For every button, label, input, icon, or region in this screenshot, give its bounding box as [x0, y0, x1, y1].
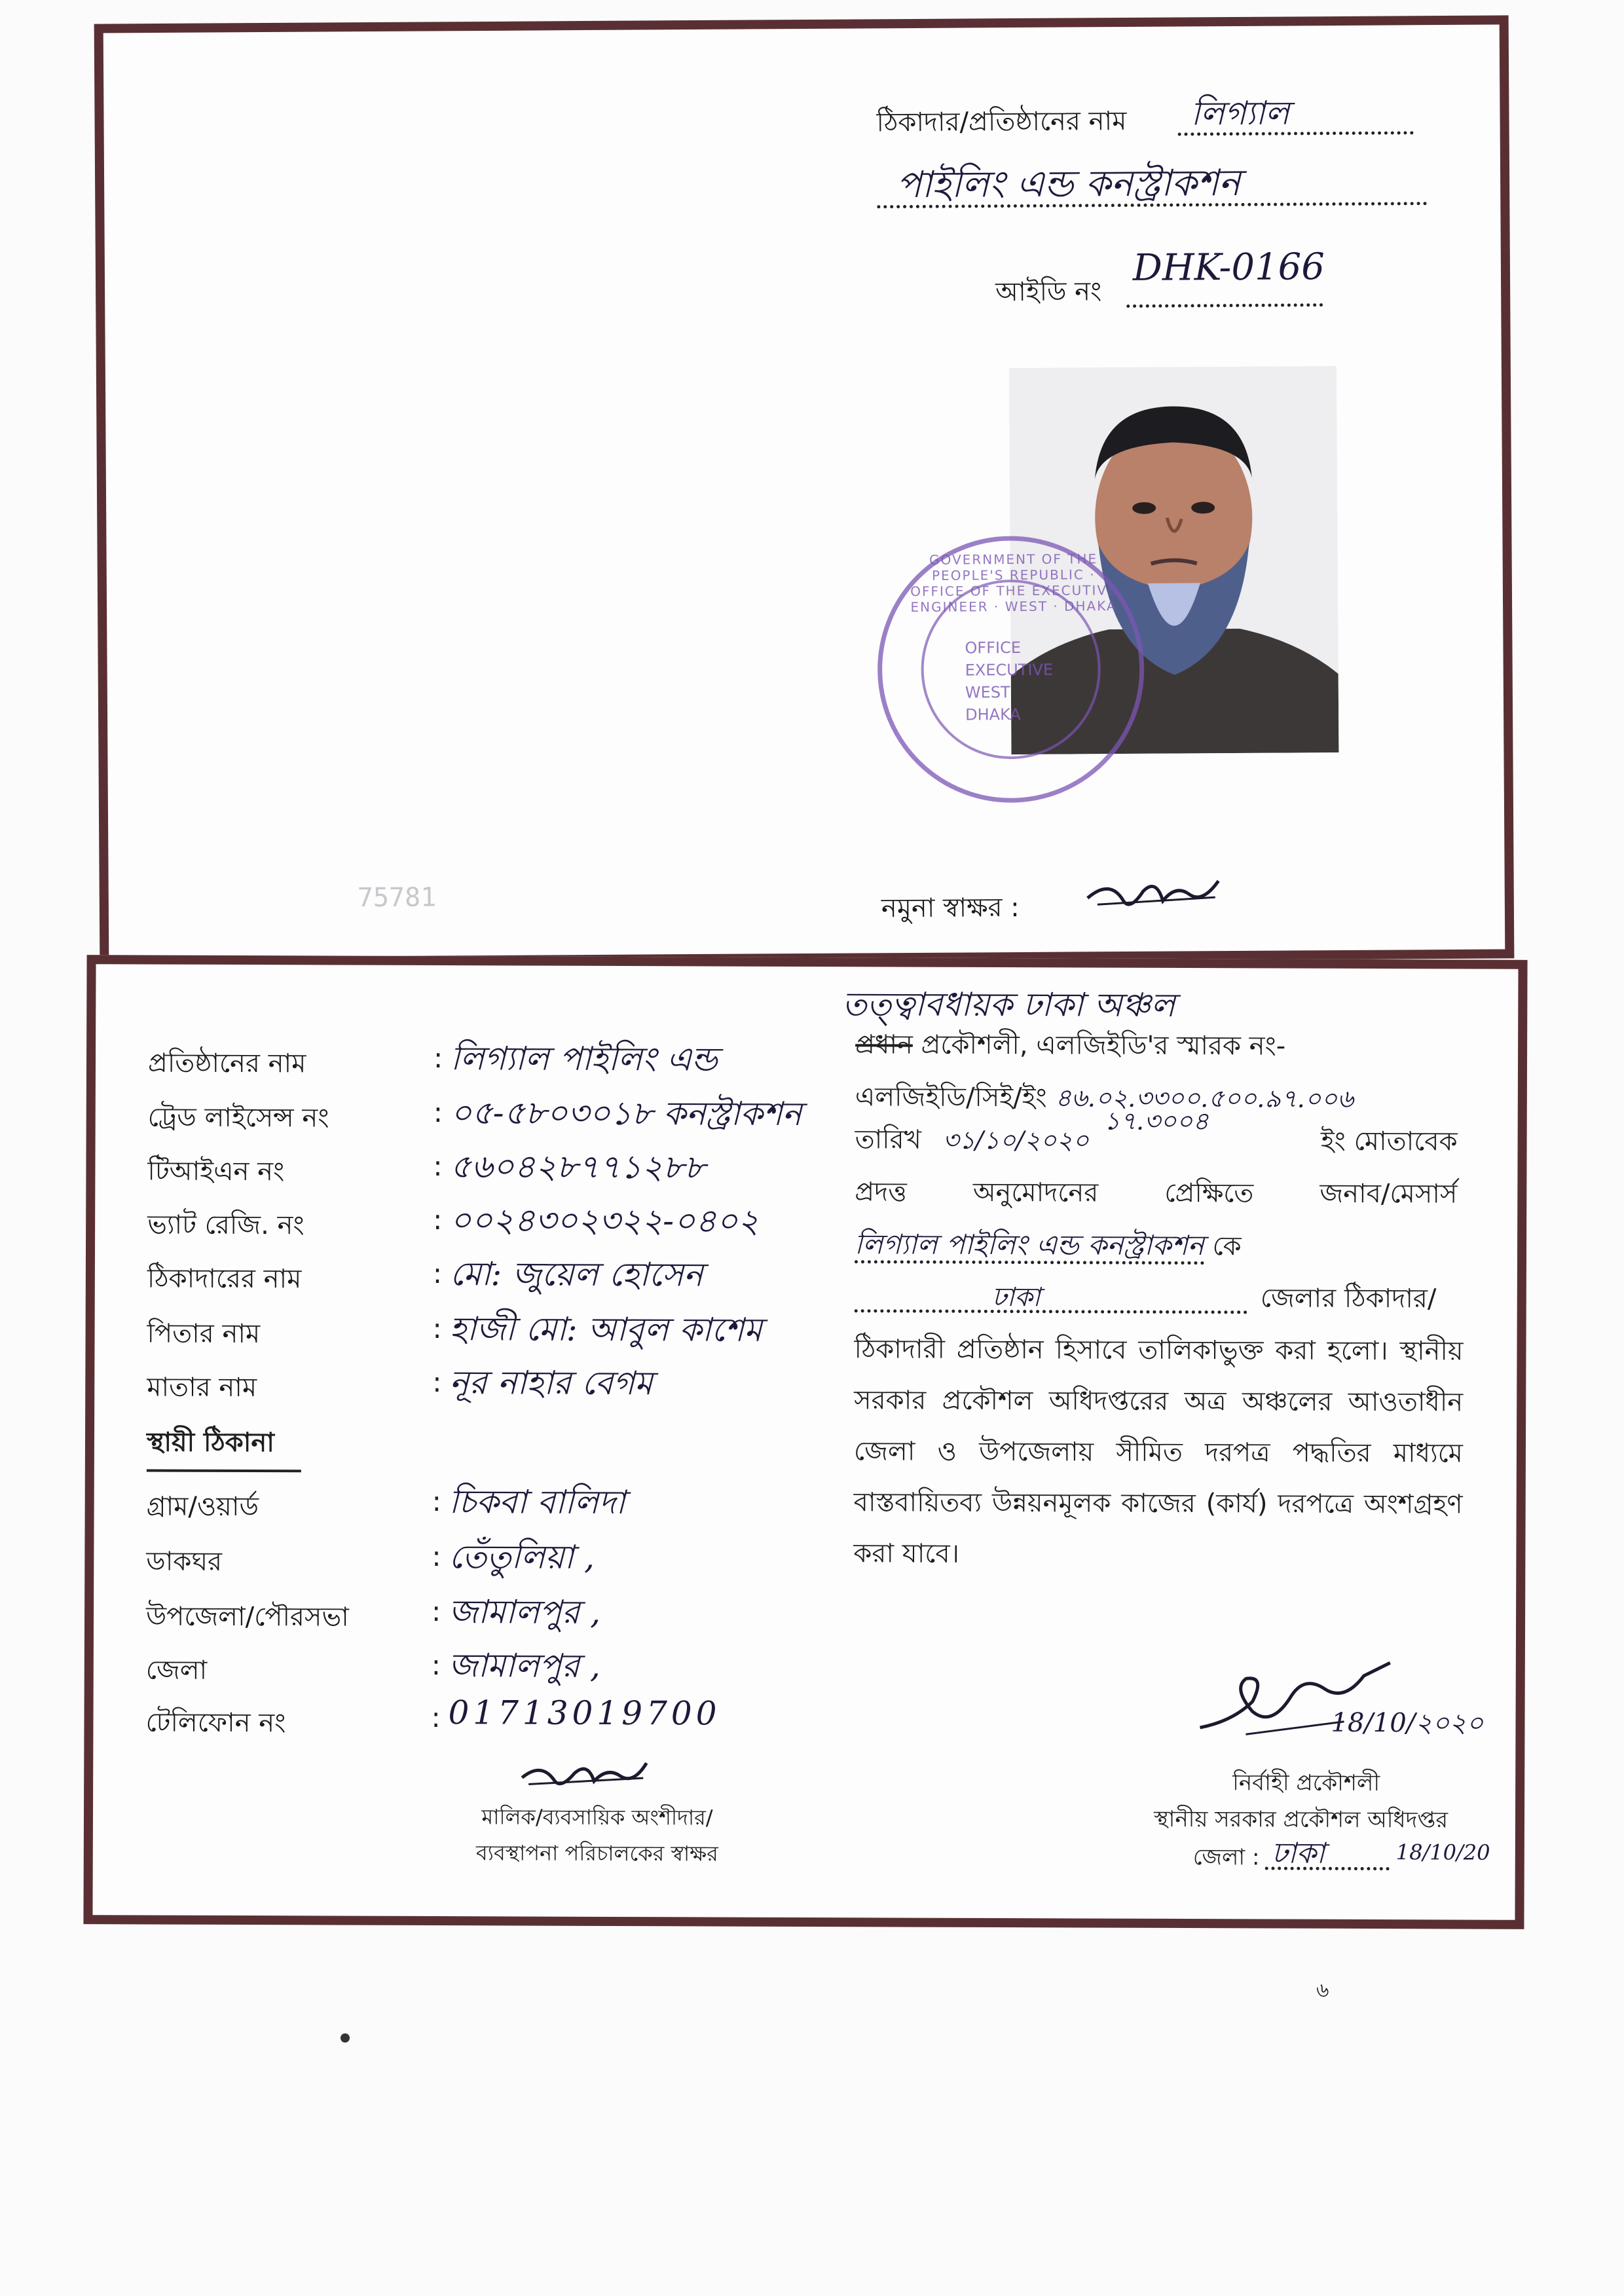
memo-line-2-hand: ৪৬.০২.৩৩০০.৫০০.৯৭.০০৬	[1055, 1083, 1354, 1113]
field-sep: :	[433, 1042, 443, 1075]
memo-line-3-hand: ১৭.৩০০৪	[1103, 1106, 1209, 1136]
date-label: তারিখ	[855, 1124, 922, 1155]
speck	[341, 2033, 350, 2043]
field-row-father-name	[147, 1303, 860, 1358]
id-value: DHK-0166	[1132, 246, 1325, 289]
field-row-district	[146, 1640, 860, 1695]
field-row-contractor-name	[147, 1248, 861, 1303]
field-row-mother-name	[147, 1357, 860, 1412]
memo-prefix: প্রধান	[855, 1029, 913, 1060]
field-value: জামালপুর ,	[448, 1646, 600, 1685]
registration-card-top	[94, 15, 1515, 967]
field-label: উপজেলা/পৌরসভা	[145, 1601, 349, 1633]
owner-signature	[519, 1748, 650, 1801]
field-row-village	[147, 1476, 860, 1531]
memo-line-3-suffix: ইং মোতাবেক	[1320, 1126, 1458, 1157]
field-sep: :	[433, 1150, 443, 1183]
district-label: জেলা :	[1192, 1844, 1260, 1871]
field-sep: :	[432, 1257, 443, 1290]
stamp-ring-text: GOVERNMENT OF THE PEOPLE'S REPUBLIC · OFFICE OF THE EXECUTIVE ENGINEER · WEST · DHAKA	[910, 551, 1117, 616]
field-sep: :	[433, 1204, 443, 1236]
para-line-6-hand: ঢাকা	[991, 1282, 1041, 1313]
field-sep: :	[432, 1366, 442, 1399]
field-sep: :	[432, 1485, 441, 1518]
field-value: জামালপুর ,	[448, 1593, 601, 1631]
permanent-address-heading: স্থায়ী ঠিকানা	[147, 1421, 301, 1472]
officer-department: স্থানীয় সরকার প্রকৌশল অধিদপ্তর	[1153, 1805, 1449, 1834]
para-line-4: প্রদত্ত অনুমোদনের প্রেক্ষিতে জনাব/মেসার্স	[855, 1177, 1458, 1210]
field-row-tin	[147, 1141, 861, 1196]
contractor-name-label: ঠিকাদার/প্রতিষ্ঠানের নাম	[876, 105, 1127, 138]
memo-line-3	[855, 1106, 1470, 1167]
contractor-name-hand-1: লিগ্যাল	[1190, 94, 1290, 133]
specimen-signature-label: নমুনা স্বাক্ষর :	[881, 893, 1020, 924]
stamp-center-line: DHAKA	[965, 705, 1021, 724]
stamp-center-line: WEST	[965, 683, 1010, 702]
id-label: আইডি নং	[995, 276, 1102, 308]
field-label: ভ্যাট রেজি. নং	[147, 1210, 304, 1241]
field-label: পিতার নাম	[147, 1318, 261, 1350]
field-value: ৫৬০৪২৮৭৭১২৮৮	[450, 1147, 706, 1187]
field-value: নূর নাহার বেগম	[449, 1363, 653, 1403]
field-row-trade-license	[148, 1087, 862, 1142]
field-row-telephone	[145, 1692, 859, 1747]
field-row-vat-reg	[147, 1194, 861, 1250]
field-label: ট্রেড লাইসেন্স নং	[147, 1102, 329, 1134]
stamp-center-line: EXECUTIVE	[965, 660, 1054, 680]
para-line-5-hand: লিগ্যাল পাইলিং এন্ড কনস্ট্রাকশন	[855, 1228, 1204, 1265]
field-row-firm-name	[148, 1033, 862, 1088]
handwritten-header: তত্ত্বাবধায়ক ঢাকা অঞ্চল	[842, 985, 1175, 1024]
field-value: ০০২৪৩০২৩২২-০৪০২	[450, 1201, 760, 1240]
field-row-upazila	[146, 1586, 860, 1641]
owner-sign-caption-1: মালিক/ব্যবসায়িক অংশীদার/	[481, 1804, 713, 1830]
district-date-hand: 18/10/20	[1395, 1840, 1490, 1865]
field-sep: :	[431, 1701, 441, 1734]
field-value: লিগ্যাল পাইলিং এন্ড	[450, 1039, 718, 1079]
field-label: টেলিফোন নং	[145, 1707, 286, 1739]
field-label: প্রতিষ্ঠানের নাম	[147, 1048, 306, 1079]
officer-sign-date: 18/10/২০২০	[1331, 1707, 1484, 1739]
faint-serial: 75781	[357, 882, 437, 914]
field-label: ঠিকাদারের নাম	[147, 1263, 302, 1295]
field-sep: :	[432, 1540, 441, 1573]
official-stamp	[866, 525, 1156, 815]
para-line-5	[855, 1219, 1457, 1272]
owner-sign-caption-2: ব্যবস্থাপনা পরিচালকের স্বাক্ষর	[475, 1840, 718, 1866]
memo-line-1	[855, 1019, 1458, 1072]
field-value: হাজী মো: আবুল কাশেম	[449, 1310, 762, 1349]
field-label: মাতার নাম	[147, 1372, 257, 1403]
field-label: ডাকঘর	[146, 1546, 223, 1577]
district-hand: ঢাকা	[1271, 1836, 1325, 1870]
field-label: জেলা	[145, 1655, 208, 1686]
memo-line-1-text: প্রকৌশলী, এলজিইডি'র স্মারক নং-	[921, 1029, 1286, 1062]
stamp-center-text	[965, 637, 1053, 726]
contractor-name-hand-2: পাইলিং এন্ড কনস্ট্রাকশন	[896, 161, 1241, 207]
field-value: তেঁতুলিয়া ,	[449, 1538, 595, 1576]
field-value: মো: জুয়েল হোসেন	[449, 1255, 703, 1294]
memo-line-2-printed: এলজিইডি/সিই/ইং	[855, 1082, 1047, 1113]
field-sep: :	[431, 1649, 441, 1682]
registration-card-bottom	[83, 955, 1527, 1929]
field-label: টিআইএন নং	[147, 1156, 285, 1187]
field-value: 01713019700	[448, 1694, 721, 1733]
approval-paragraph: ঠিকাদারী প্রতিষ্ঠান হিসাবে তালিকাভুক্ত করা হলো। স্থানীয় সরকার প্রকৌশল অধিদপ্তরের অত্র অঞ্চলের আওতাধীন জেলা ও উপজেলায় সীমিত দরপত্র পদ্ধতির মাধ্যমে বাস্তবায়িতব্য উন্নয়নমূলক কাজের (কার্য) দরপত্রে অংশগ্রহণ করা যাবে।	[853, 1334, 1464, 1569]
field-sep: :	[432, 1312, 442, 1345]
specimen-signature	[1084, 864, 1222, 924]
stamp-center-line: OFFICE	[965, 638, 1022, 657]
field-sep: :	[432, 1595, 441, 1628]
field-sep: :	[433, 1096, 443, 1129]
para-line-6-suffix: জেলার ঠিকাদার/	[1260, 1283, 1437, 1314]
para-line-6-dotline	[855, 1289, 1247, 1314]
page-mark: ৬	[1316, 1979, 1329, 2002]
date-value: ৩১/১০/২০২০	[942, 1125, 1089, 1155]
field-value: চিকবা বালিদা	[449, 1483, 625, 1522]
field-value: ০৫-৫৮০৩০১৮ কনস্ট্রাকশন	[450, 1094, 802, 1133]
officer-title: নির্বাহী প্রকৌশলী	[1232, 1769, 1380, 1797]
field-label: গ্রাম/ওয়ার্ড	[146, 1491, 259, 1523]
para-line-5-suffix: কে	[1212, 1231, 1242, 1262]
field-row-post-office	[146, 1531, 860, 1586]
